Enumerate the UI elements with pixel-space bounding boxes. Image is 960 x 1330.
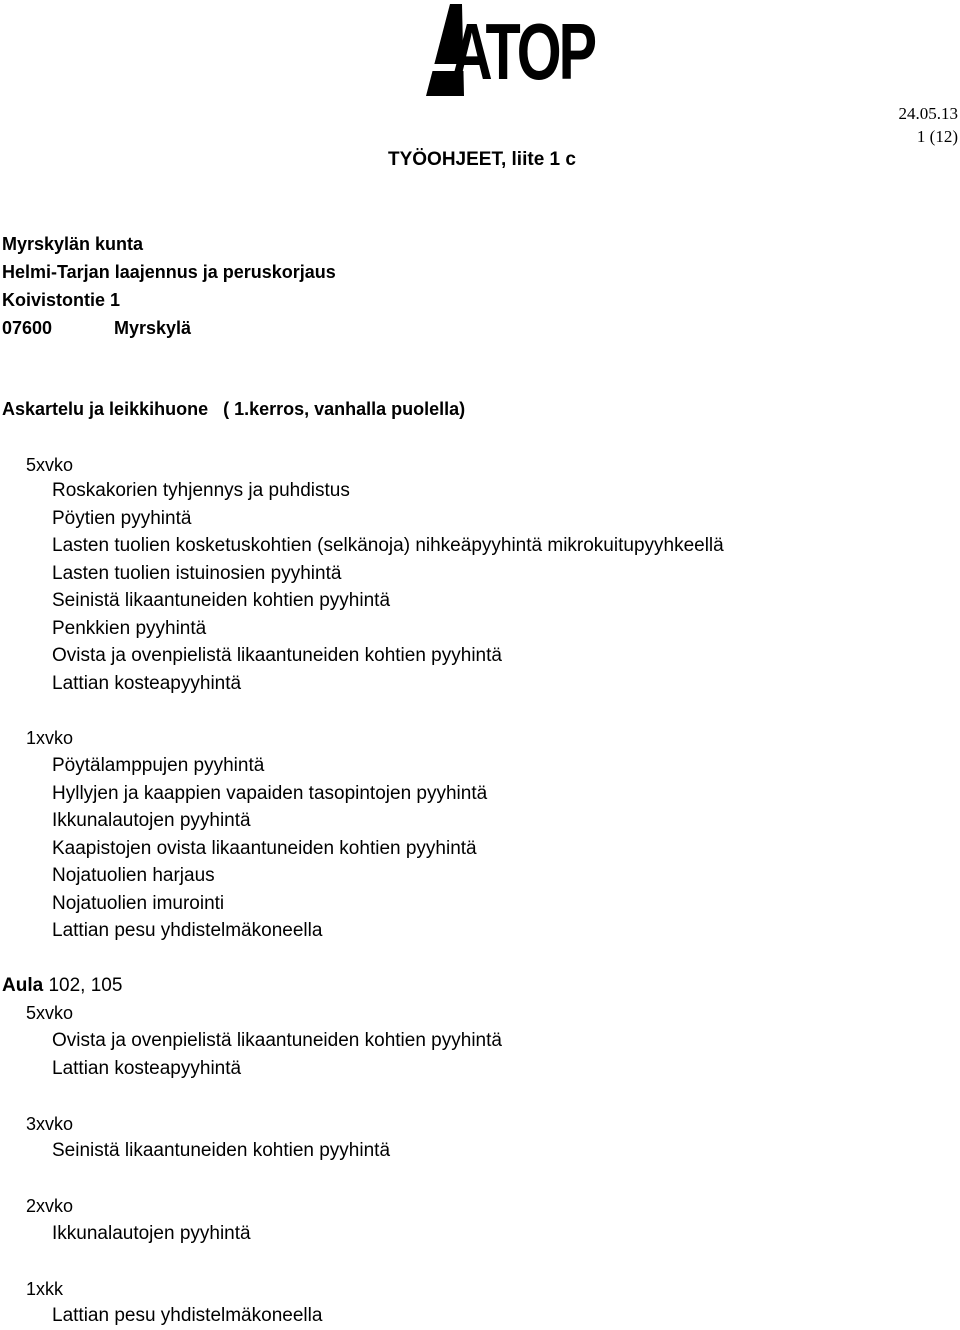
task-item: Pöytälamppujen pyyhintä (52, 755, 265, 776)
section-heading: Askartelu ja leikkihuone ( 1.kerros, vanhalla puolella) (2, 399, 466, 419)
task-item: Lasten tuolien kosketuskohtien (selkänoja) nihkeäpyyhintä mikrokuitupyyhkeellä (52, 535, 724, 556)
task-item: Pöytien pyyhintä (52, 507, 192, 529)
document-date: 24.05.13 (898, 104, 958, 123)
address-line-postal (2, 314, 336, 342)
task-list (52, 1137, 390, 1165)
task-item: Kaapistojen ovista likaantuneiden kohtien pyyhintä (52, 837, 477, 859)
task-list (52, 477, 724, 697)
section-heading-rooms: 102, 105 (43, 975, 123, 996)
task-list (52, 1302, 322, 1330)
task-item: Lattian pesu yhdistelmäkoneella (52, 1305, 323, 1326)
task-item: Lattian kosteapyyhintä (52, 672, 242, 694)
page-number: 1 (12) (916, 127, 958, 146)
address-line-organization: Myrskylän kunta (2, 234, 144, 254)
postal-code: 07600 (2, 318, 53, 338)
task-list (52, 1220, 251, 1248)
task-item: Ikkunalautojen pyyhintä (52, 810, 251, 831)
task-item: Roskakorien tyhjennys ja puhdistus (52, 480, 350, 501)
frequency-label: 1xvko (26, 728, 74, 748)
address-line-project: Helmi-Tarjan laajennus ja peruskorjaus (2, 262, 336, 282)
task-item: Ovista ja ovenpielistä likaantuneiden kohtien pyyhintä (52, 645, 502, 666)
task-item: Nojatuolien harjaus (52, 865, 215, 886)
frequency-label: 5xvko (26, 455, 74, 475)
frequency-label: 2xvko (26, 1196, 74, 1216)
logo-wordmark: ATOP (451, 7, 595, 96)
task-item: Lattian kosteapyyhintä (52, 1057, 242, 1079)
section-heading (2, 974, 122, 998)
frequency-label: 5xvko (26, 1003, 74, 1023)
task-item: Hyllyjen ja kaappien vapaiden tasopintojen pyyhintä (52, 782, 488, 804)
task-item: Seinistä likaantuneiden kohtien pyyhintä (52, 590, 391, 611)
task-item: Ikkunalautojen pyyhintä (52, 1223, 251, 1244)
frequency-label: 1xkk (26, 1279, 64, 1299)
task-list (52, 1027, 502, 1082)
section-heading-name: Aula (2, 975, 44, 996)
task-item: Lattian pesu yhdistelmäkoneella (52, 920, 323, 941)
task-item: Lasten tuolien istuinosien pyyhintä (52, 562, 342, 584)
task-list (52, 752, 487, 945)
task-item: Nojatuolien imurointi (52, 892, 225, 914)
document-title: TYÖOHJEET, liite 1 c (388, 149, 576, 170)
city: Myrskylä (114, 318, 192, 338)
frequency-label: 3xvko (26, 1114, 74, 1134)
task-item: Seinistä likaantuneiden kohtien pyyhintä (52, 1140, 391, 1161)
address-line-street: Koivistontie 1 (2, 290, 121, 310)
address-block (2, 230, 336, 342)
task-item: Ovista ja ovenpielistä likaantuneiden kohtien pyyhintä (52, 1030, 502, 1051)
task-item: Penkkien pyyhintä (52, 617, 207, 639)
